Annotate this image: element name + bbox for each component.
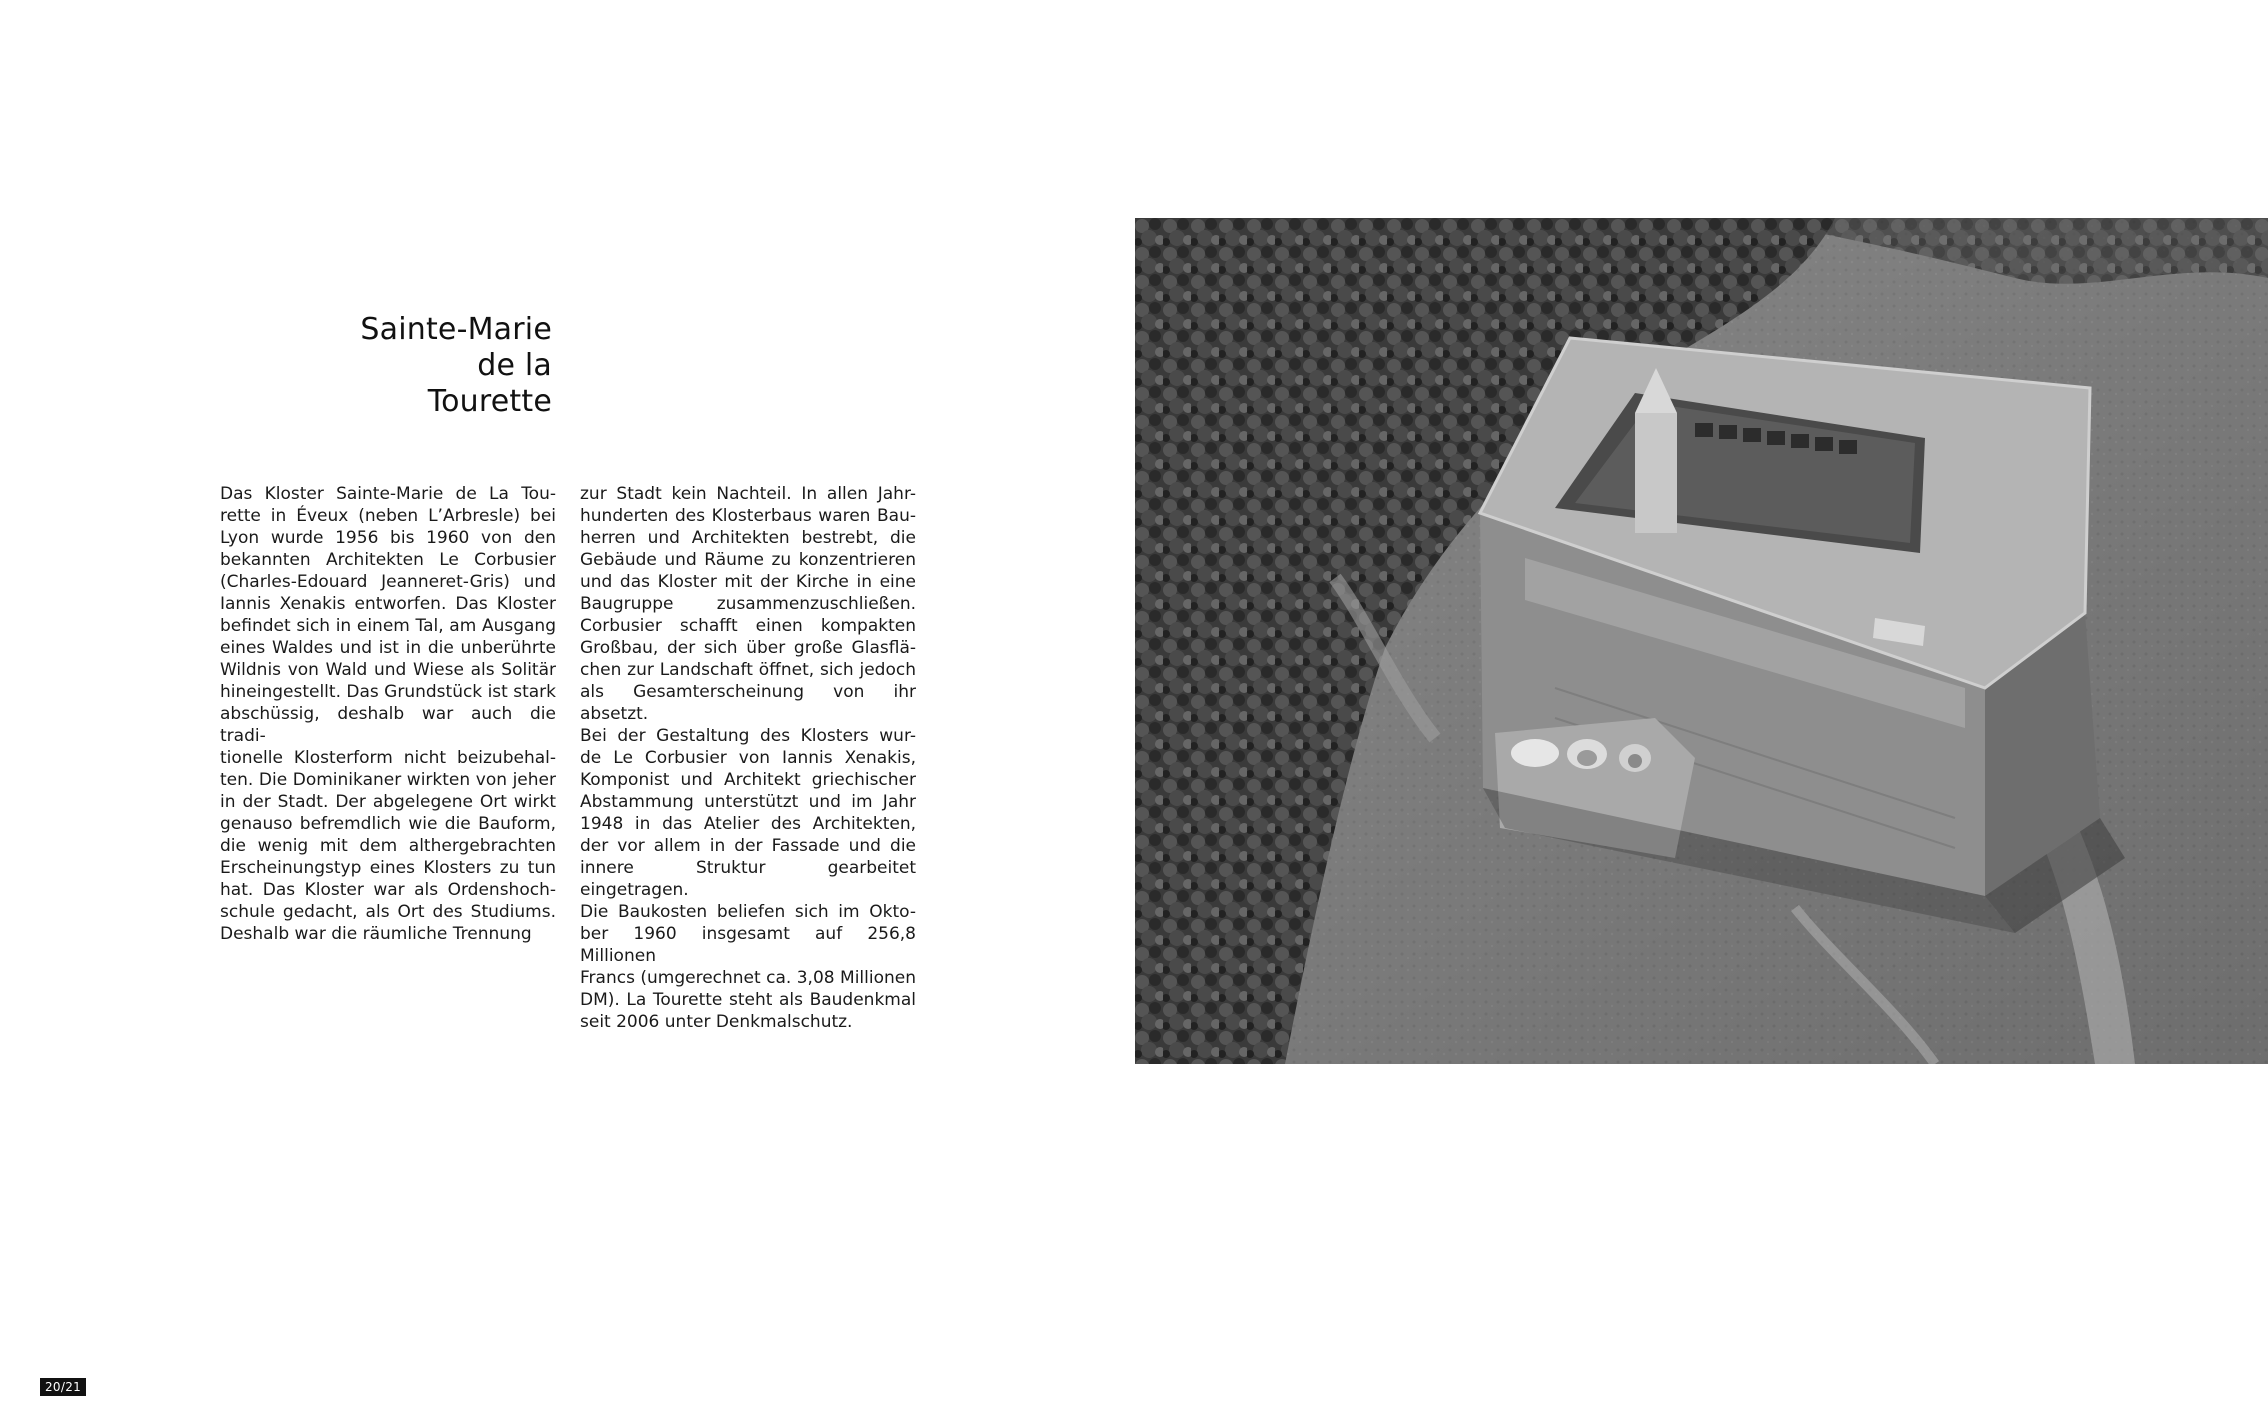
body-text-right-line: Corbusier schafft einen kompakten xyxy=(580,616,916,636)
body-text-left-line: abschüssig, deshalb war auch die tradi- xyxy=(220,704,556,746)
body-text-left-line: bekannten Architekten Le Corbusier xyxy=(220,550,556,570)
monastery-photo-illustration xyxy=(1135,218,2268,1064)
body-text-left-line: Das Kloster Sainte-Marie de La Tou- xyxy=(220,484,556,504)
body-text-left-line: schule gedacht, als Ort des Studiums. xyxy=(220,902,556,922)
body-text-left-line: genauso befremdlich wie die Bauform, xyxy=(220,814,556,834)
body-text-left-line: Deshalb war die räumliche Trennung xyxy=(220,924,532,944)
body-text-left-line: hineingestellt. Das Grundstück ist stark xyxy=(220,682,556,702)
body-text-left-line: die wenig mit dem althergebrachten xyxy=(220,836,556,856)
body-text-right-line: chen zur Landschaft öffnet, sich jedoch xyxy=(580,660,916,680)
body-text-right-line: und das Kloster mit der Kirche in eine xyxy=(580,572,916,592)
body-text-right-line: Baugruppe zusammenzuschließen. xyxy=(580,594,916,614)
body-text-left-line: Wildnis von Wald und Wiese als Solitär xyxy=(220,660,556,680)
body-text-right-line: der vor allem in der Fassade und die xyxy=(580,836,916,856)
body-text-right-line: Francs (umgerechnet ca. 3,08 Millionen xyxy=(580,968,916,988)
body-text-right-line: hunderten des Klosterbaus waren Bau- xyxy=(580,506,916,526)
body-text-left-line: in der Stadt. Der abgelegene Ort wirkt xyxy=(220,792,556,812)
body-text-right-line: de Le Corbusier von Iannis Xenakis, xyxy=(580,748,916,768)
body-text-left-line: befindet sich in einem Tal, am Ausgang xyxy=(220,616,556,636)
page-number: 20/21 xyxy=(40,1378,86,1396)
body-text-left-line: hat. Das Kloster war als Ordenshoch- xyxy=(220,880,556,900)
title-line-1: Sainte-Marie xyxy=(360,312,552,347)
body-text-left-line: eines Waldes und ist in die unberührte xyxy=(220,638,556,658)
body-text-left-line: Iannis Xenakis entworfen. Das Kloster xyxy=(220,594,556,614)
body-text-right-line: Komponist und Architekt griechischer xyxy=(580,770,916,790)
article-title xyxy=(250,312,552,420)
title-line-2: de la xyxy=(477,348,552,383)
body-text-right-line: Gebäude und Räume zu konzentrieren xyxy=(580,550,916,570)
body-text-right-line: ber 1960 insgesamt auf 256,8 Millionen xyxy=(580,924,916,966)
body-text-right-line: Bei der Gestaltung des Klosters wur- xyxy=(580,726,916,746)
body-text-left-line: Erscheinungstyp eines Klosters zu tun xyxy=(220,858,556,878)
body-text-right-line: als Gesamterscheinung von ihr absetzt. xyxy=(580,682,916,724)
body-text-right-line: Abstammung unterstützt und im Jahr xyxy=(580,792,916,812)
body-text-right-line: herren und Architekten bestrebt, die xyxy=(580,528,916,548)
title-line-3: Tourette xyxy=(427,384,552,419)
body-text-left-line: Lyon wurde 1956 bis 1960 von den xyxy=(220,528,556,548)
body-text-right-line: Die Baukosten beliefen sich im Okto- xyxy=(580,902,916,922)
body-text-right-line: innere Struktur gearbeitet eingetragen. xyxy=(580,858,916,900)
body-text-left-line: tionelle Klosterform nicht beizubehal- xyxy=(220,748,556,768)
body-text-left-line: ten. Die Dominikaner wirkten von jeher xyxy=(220,770,556,790)
body-text-right-line: 1948 in das Atelier des Architekten, xyxy=(580,814,916,834)
body-text-column-left xyxy=(220,483,556,945)
body-text-left-line: (Charles-Edouard Jeanneret-Gris) und xyxy=(220,572,556,592)
body-text-right-line: seit 2006 unter Denkmalschutz. xyxy=(580,1012,853,1032)
body-text-column-right xyxy=(580,483,916,1033)
body-text-right-line: Großbau, der sich über große Glasflä- xyxy=(580,638,916,658)
body-text-right-line: DM). La Tourette steht als Baudenkmal xyxy=(580,990,916,1010)
body-text-right-line: zur Stadt kein Nachteil. In allen Jahr- xyxy=(580,484,916,504)
body-text-left-line: rette in Éveux (neben L’Arbresle) bei xyxy=(220,506,556,526)
aerial-photo-monastery xyxy=(1135,218,2268,1064)
